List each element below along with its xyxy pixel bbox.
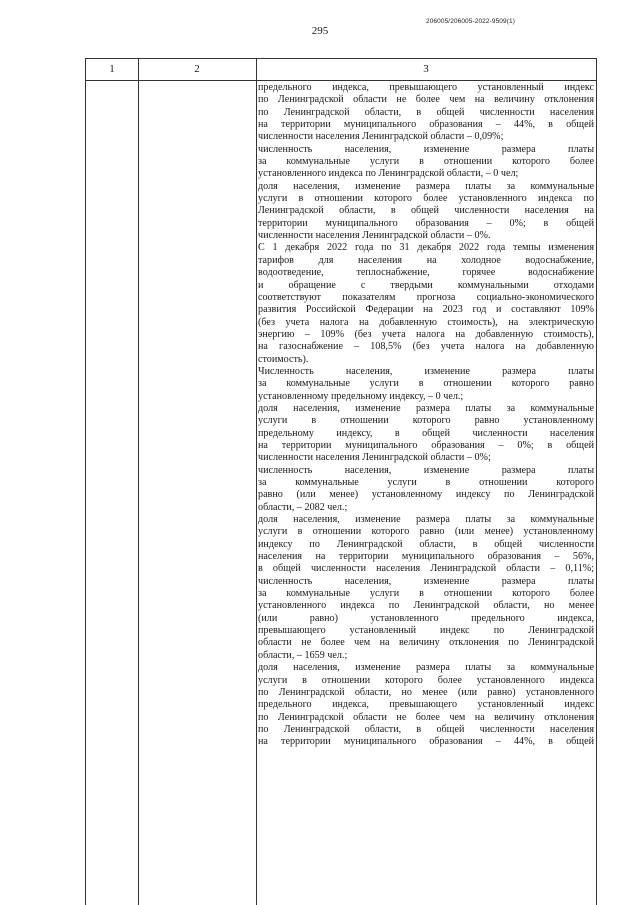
text-line: доля населения, изменение размера платы за коммунальные (258, 514, 594, 526)
column-3-text (258, 82, 594, 749)
text-line: за коммунальные услуги в отношении которого (258, 477, 594, 488)
text-line: Ленинградской области, в общей численности населения на (258, 205, 594, 217)
column-header-3: 3 (423, 63, 429, 75)
text-line: численности населения Ленинградской области – 0,09%; (258, 131, 504, 143)
text-line: по Ленинградской области, в общей численности населения (258, 723, 594, 735)
text-line: Численность населения, изменение размера платы (258, 365, 594, 377)
text-line: территории муниципального образования – 0%; в общей (258, 217, 594, 229)
header-row-divider (86, 80, 596, 81)
text-line: услуги в отношении которого равно (или менее) установленному (258, 526, 594, 538)
text-line: тарифов для населения на холодное водоснабжение, (258, 254, 594, 266)
text-line: на территории муниципального образования – 44%, в общей (258, 119, 594, 131)
text-line: превышающего установленный индекс по Ленинградской (258, 625, 594, 637)
text-line: за коммунальные услуги в отношении которого более (258, 588, 594, 600)
text-line: доля населения, изменение размера платы за коммунальные (258, 402, 594, 414)
text-line: предельного индекса, превышающего установленный индекс (258, 82, 594, 93)
text-line: за коммунальные услуги в отношении которого равно (258, 378, 594, 390)
text-line: области, – 2082 чел.; (258, 501, 348, 513)
text-line: по Ленинградской области, в общей численности населения (258, 106, 594, 118)
text-line: равно (или менее) установленному индексу по Ленинградской (258, 489, 594, 501)
text-line: (без учета налога на добавленную стоимость), на электрическую (258, 316, 594, 328)
text-line: С 1 декабря 2022 года по 31 декабря 2022 года темпы изменения (258, 242, 594, 254)
text-line: численность населения, изменение размера платы (258, 575, 594, 587)
text-line: по Ленинградской области, но менее (или равно) установленного (258, 686, 594, 698)
column-divider (138, 59, 139, 905)
text-line: численности населения Ленинградской области – 0%. (258, 230, 491, 242)
text-line: (или равно) установленного предельного индекса, (258, 612, 594, 624)
text-line: предельному индексу, в общей численности населения (258, 427, 594, 439)
text-line: по Ленинградской области не более чем на величину отклонения (258, 711, 594, 723)
text-line: соответствуют показателям прогноза социально-экономического (258, 291, 594, 303)
text-line: на территории муниципального образования – 44%, в общей (258, 736, 594, 748)
document-table (85, 58, 597, 905)
column-divider (256, 59, 257, 905)
text-line: на территории муниципального образования – 0%; в общей (258, 439, 594, 451)
text-line: доля населения, изменение размера платы за коммунальные (258, 180, 594, 192)
column-header-1: 1 (109, 63, 115, 75)
document-code: 206005/206005-2022-9509(1) (426, 18, 515, 25)
text-line: энергию – 109% (без учета налога на добавленную стоимость), (258, 328, 594, 340)
text-line: водоотведение, теплоснабжение, горячее водоснабжение (258, 267, 594, 279)
text-line: области, – 1659 чел.; (258, 649, 348, 661)
text-line: предельного индекса, превышающего установленный индекс (258, 699, 594, 711)
text-line: численности населения Ленинградской области – 0%; (258, 452, 491, 464)
text-line: услуги в отношении которого более установленного индекса (258, 674, 594, 686)
text-line: по Ленинградской области не более чем на величину отклонения (258, 94, 594, 106)
text-line: и обращение с твердыми коммунальными отходами (258, 279, 594, 291)
text-line: численность населения, изменение размера платы (258, 143, 594, 155)
text-line: установленного индекса по Ленинградской области, – 0 чел; (258, 168, 519, 180)
text-line: на газоснабжение – 108,5% (без учета налога на добавленную (258, 341, 594, 353)
text-line: области не более чем на величину отклонения по Ленинградской (258, 637, 594, 649)
column-header-2: 2 (194, 63, 200, 75)
text-line: индексу по Ленинградской области, в общей численности (258, 538, 594, 550)
text-line: за коммунальные услуги в отношении которого более (258, 156, 594, 168)
text-line: установленного индекса по Ленинградской области, но менее (258, 600, 594, 612)
page-number: 295 (311, 25, 329, 37)
text-line: услуги в отношении которого более установленного индекса по (258, 193, 594, 205)
text-line: населения на территории муниципального образования – 56%, (258, 551, 594, 563)
text-line: стоимость). (258, 353, 309, 365)
text-line: в общей численности населения Ленинградской области – 0,11%; (258, 563, 594, 575)
text-line: доля населения, изменение размера платы за коммунальные (258, 662, 594, 674)
text-line: численность населения, изменение размера платы (258, 464, 594, 476)
text-line: развития Российской Федерации на 2023 год и составляют 109% (258, 304, 594, 316)
text-line: установленному предельному индексу, – 0 чел.; (258, 390, 464, 402)
text-line: услуги в отношении которого равно установленному (258, 415, 594, 427)
